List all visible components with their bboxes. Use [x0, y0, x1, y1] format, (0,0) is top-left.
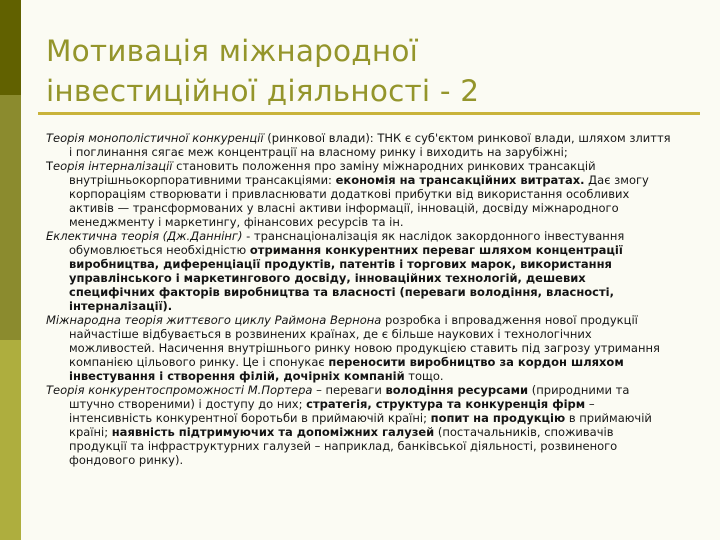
emphasis-text: володіння ресурсами: [385, 383, 529, 397]
paragraph-text: (природними та штучно створеними) і доступу до них;: [69, 383, 630, 411]
theory-name: Міжнародна теорія життєвого циклу Раймона Вернона: [46, 313, 382, 327]
paragraph-text: (постачальників, споживачів продукції та інфраструктурних галузей – наприклад, банківської діяльності, розвиненого фондового ринку).: [69, 425, 618, 467]
side-bar-dark: [0, 0, 21, 95]
paragraph-text: Т: [46, 159, 54, 173]
paragraph-text: становить положення про заміну міжнародних ринкових трансакцій внутрішньокорпоративними трансакціями:: [69, 159, 596, 187]
paragraph-text: - транснаціоналізація як наслідок закордонного інвестування обумовлюється необхідністю: [69, 229, 625, 257]
emphasis-text: попит на продукцію: [430, 411, 566, 425]
paragraph: [46, 313, 674, 383]
theory-name: Теорія конкурентоспроможності М.Портера: [46, 383, 313, 397]
title-line-2: інвестиційної діяльності - 2: [46, 74, 480, 108]
paragraph: [46, 131, 674, 159]
theory-name: Теорія монополістичної конкуренції: [46, 131, 264, 145]
title-line-1: Мотивація міжнародної: [46, 34, 419, 68]
theory-name: Еклектична теорія (Дж.Даннінг): [46, 229, 243, 243]
paragraph-text: – переваги: [312, 383, 386, 397]
slide-title: [46, 31, 696, 111]
emphasis-text: отримання конкурентних переваг шляхом концентрації виробництва, диференціації продуктів, патентів і торгових марок, використання управлінського і маркетингового досвіду, інноваційних технологій, дешевих специфічних факторів виробництва та власності (переваги володіння, власності, інтерналізації).: [69, 243, 623, 313]
emphasis-text: стратегія, структура та конкуренція фірм: [306, 397, 586, 411]
title-underline: [38, 112, 700, 115]
theory-name: еорія інтерналізації: [53, 159, 173, 173]
paragraph: [46, 383, 674, 467]
paragraph-text: – інтенсивність конкурентної боротьби в приймаючій країні;: [69, 397, 595, 425]
paragraph-text: тощо.: [404, 369, 444, 383]
paragraph: [46, 159, 674, 229]
side-bar-light: [0, 340, 21, 540]
paragraph-text: (ринкової влади): ТНК є суб'єктом ринкової влади, шляхом злиття і поглинання сягає меж концентрації на власному ринку і виходить на зарубіжні;: [69, 131, 671, 159]
emphasis-text: наявність підтримуючих та допоміжних галузей: [111, 425, 435, 439]
paragraph-text: розробка і впровадження нової продукції найчастіше відбувається в розвинених країнах, де є більше наукових і технологічних можливостей. Насичення внутрішнього ринку новою продукцією ставить під загрозу утримання компанією цільового ринку. Це і спонукає: [69, 313, 660, 369]
decorative-side-bar: [0, 0, 21, 540]
side-bar-mid: [0, 95, 21, 340]
emphasis-text: переносити виробництво за кордон шляхом інвестування і створення філій, дочірніх компаній: [69, 355, 624, 383]
slide-body: [46, 131, 674, 467]
paragraph-text: Дає змогу корпораціям створювати і привласнювати додаткові прибутки від використання особливих активів — трансформованих у власні активи інформації, інновацій, досвіду міжнародного менеджменту і маркетингу, фінансових ресурсів та ін.: [69, 173, 649, 229]
paragraph: [46, 229, 674, 313]
emphasis-text: економія на трансакційних витратах.: [335, 173, 585, 187]
paragraph-text: в приймаючій країні;: [69, 411, 652, 439]
